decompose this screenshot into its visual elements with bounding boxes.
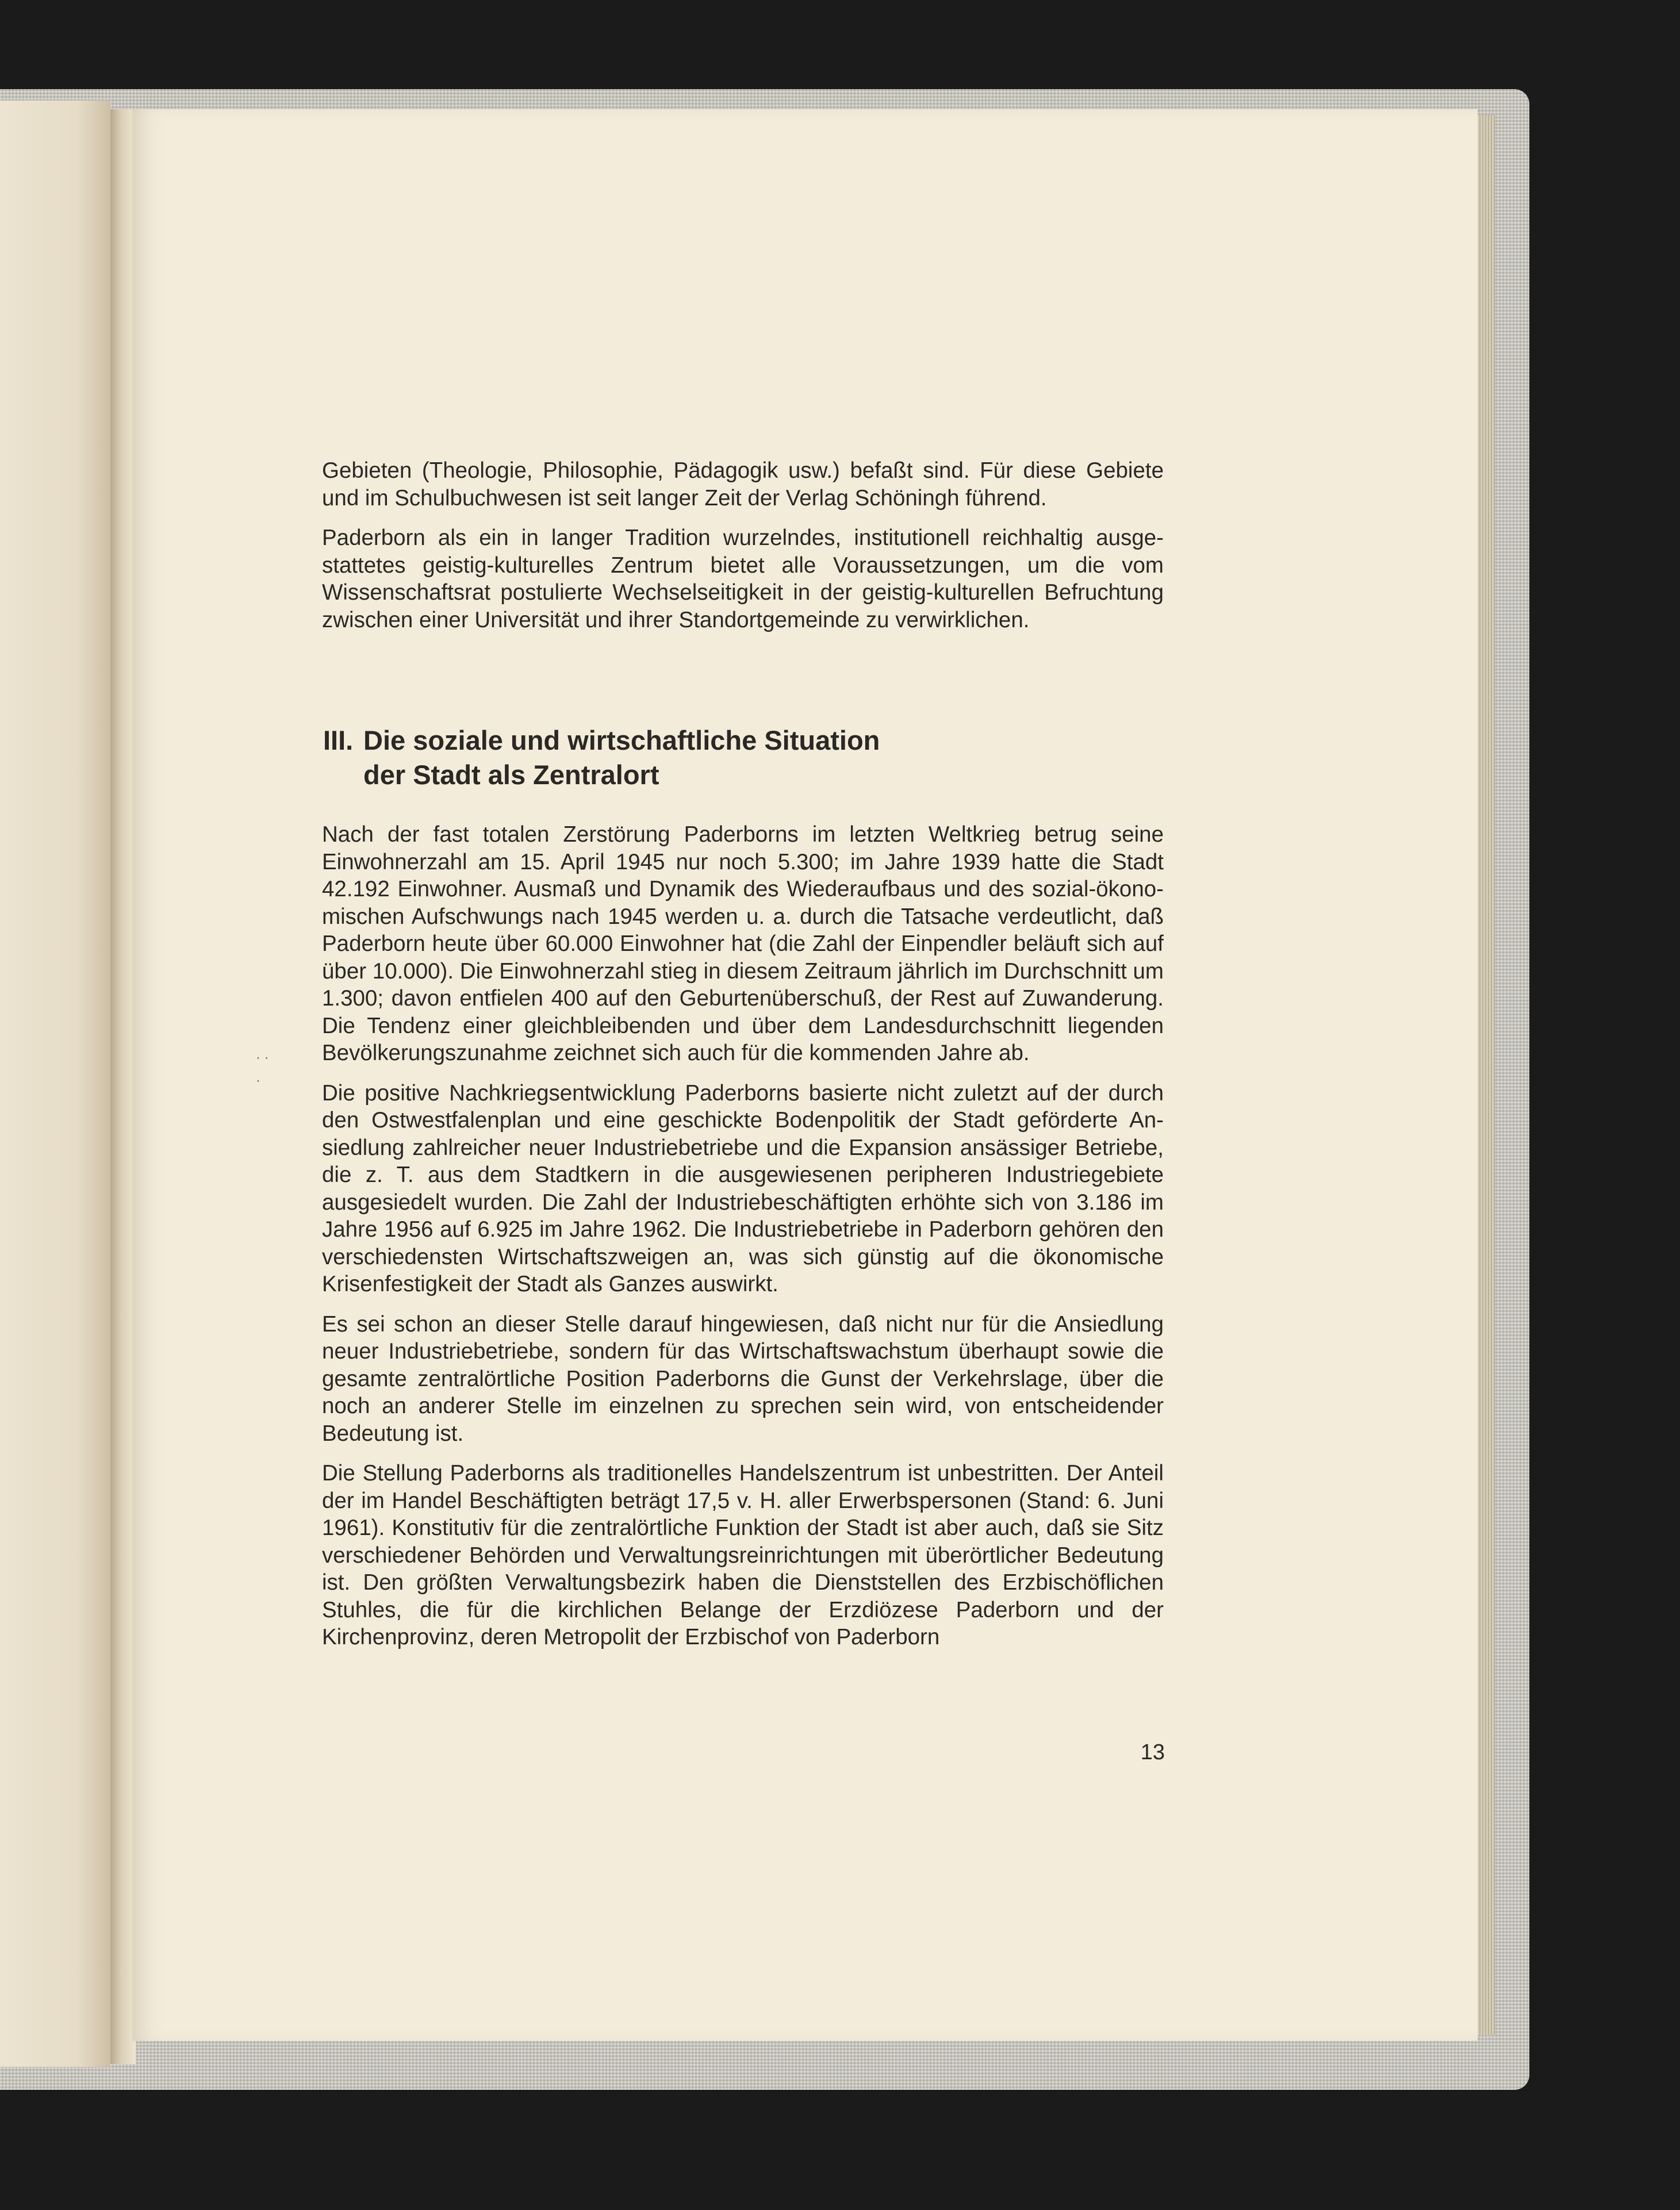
intro-text xyxy=(322,457,1164,646)
section-title-line1: Die soziale und wirtschaftliche Situation xyxy=(363,725,880,755)
section-title-line2: der Stadt als Zentralort xyxy=(363,759,659,790)
paragraph: Gebieten (Theologie, Philosophie, Pädagogik usw.) befaßt sind. Für diese Gebiete und im Schulbuchwesen ist seit langer Zeit der Verlag Schöningh führend. xyxy=(322,458,1164,511)
body-text xyxy=(322,821,1164,1664)
margin-specks: · · · xyxy=(256,1050,269,1088)
paragraph: Paderborn als ein in langer Tradition wurzelndes, institutionell reichhaltig ausgestattetes geistig-kulturelles Zentrum bietet alle Voraussetzungen, um die vom Wissenschaftsrat postulierte Wechselseitigkeit in der geistig-kulturellen Befruchtung zwischen einer Universität und ihrer Standortgemeinde zu verwirklichen. xyxy=(322,525,1164,632)
paragraph: Es sei schon an dieser Stelle darauf hingewiesen, daß nicht nur für die Ansiedlung neuer Industriebetriebe, sondern für das Wirtschaftswachstum überhaupt sowie die gesamte zentralörtliche Position Paderborns die Gunst der Verkehrslage, über die noch an anderer Stelle im einzelnen zu sprechen sein wird, von entscheidender Bedeutung ist. xyxy=(322,1311,1164,1446)
page-number: 13 xyxy=(1140,1740,1165,1764)
section-number: III. xyxy=(323,725,354,755)
paragraph: Nach der fast totalen Zerstörung Paderborns im letzten Weltkrieg betrug seine Einwohnerzahl am 15. April 1945 nur noch 5.300; im Jahre 1939 hatte die Stadt 42.192 Einwohner. Ausmaß und Dynamik des Wiederaufbaus und des sozial-ökonomischen Aufschwungs nach 1945 werden u. a. durch die Tatsache verdeutlicht, daß Paderborn heute über 60.000 Einwohner hat (die Zahl der Einpendler beläuft sich auf über 10.000). Die Einwohnerzahl stieg in diesem Zeitraum jährlich im Durchschnitt um 1.300; davon entfielen 400 auf den Geburtenüberschuß, der Rest auf Zuwanderung. Die Tendenz einer gleichbleibenden und über dem Landesdurchschnitt liegenden Bevölkerungszunahme zeichnet sich auch für die kommenden Jahre ab. xyxy=(322,822,1164,1065)
paragraph: Die positive Nachkriegsentwicklung Paderborns basierte nicht zuletzt auf der durch den Ostwestfalenplan und eine geschickte Bodenpolitik der Stadt geförderte Ansiedlung zahlreicher neuer Industriebetriebe und die Expansion ansässiger Betriebe, die z. T. aus dem Stadtkern in die ausgewiesenen peripheren Industriegebiete ausgesiedelt wurden. Die Zahl der Industriebeschäftigten erhöhte sich von 3.186 im Jahre 1956 auf 6.925 im Jahre 1962. Die Industriebetriebe in Paderborn gehören den verschiedensten Wirtschaftszweigen an, was sich günstig auf die ökonomische Krisenfestigkeit der Stadt als Ganzes auswirkt. xyxy=(322,1080,1164,1296)
section-heading xyxy=(323,723,1128,792)
paragraph: Die Stellung Paderborns als traditionelles Handelszentrum ist unbestritten. Der Anteil der im Handel Beschäftigten beträgt 17,5 v. H. aller Erwerbspersonen (Stand: 6. Juni 1961). Konstitutiv für die zentralörtliche Funktion der Stadt ist aber auch, daß sie Sitz verschiedener Behörden und Verwaltungsreinrichtungen mit überörtlicher Bedeutung ist. Den größten Verwaltungsbezirk haben die Dienststellen des Erzbischöflichen Stuhles, die für die kirchlichen Belange der Erzdiözese Paderborn und der Kirchenprovinz, deren Metropolit der Erzbischof von Paderborn xyxy=(322,1461,1164,1649)
left-page-edge xyxy=(0,101,110,2067)
